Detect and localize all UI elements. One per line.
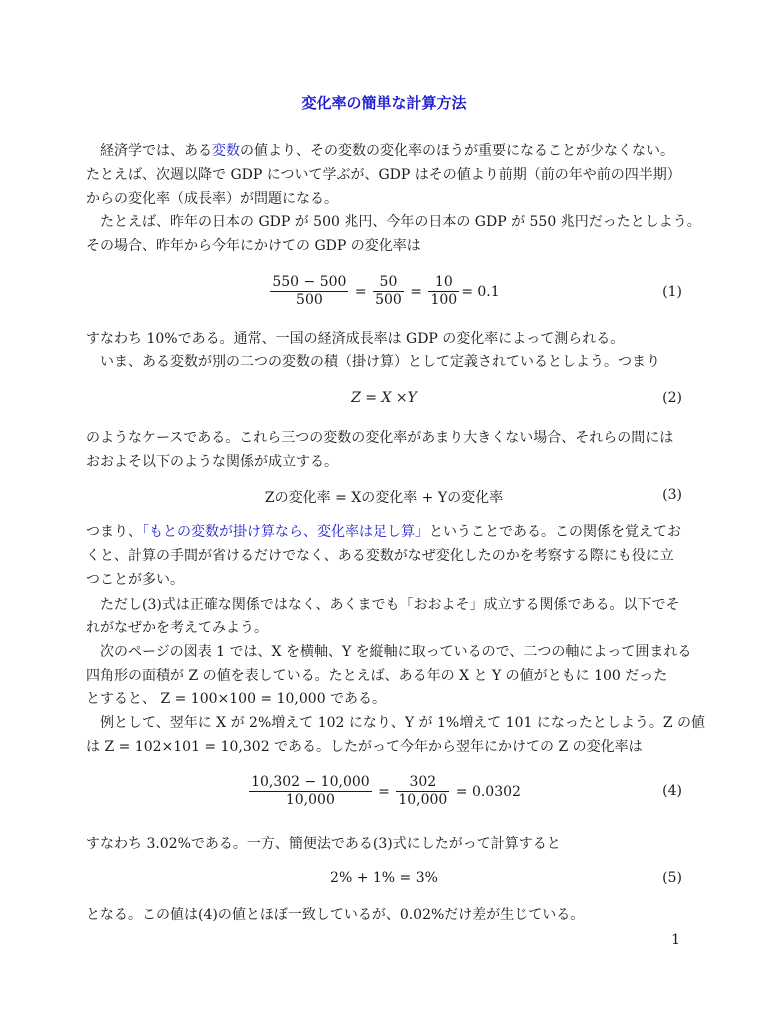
paragraph-line: つことが多い。 xyxy=(86,572,184,588)
numerator: 302 xyxy=(396,774,449,792)
highlight-phrase: 「もとの変数が掛け算なら、変化率は足し算」 xyxy=(142,524,429,540)
paragraph-line: すなわち 3.02%である。一方、簡便法である(3)式にしたがって計算すると xyxy=(86,836,561,852)
page-title: 変化率の簡単な計算方法 xyxy=(301,94,467,112)
paragraph-line: のようなケースである。これら三つの変数の変化率があまり大きくない場合、それらの間には xyxy=(86,430,674,446)
paragraph-line: すなわち 10%である。通常、一国の経済成長率は GDP の変化率によって測られる。 xyxy=(86,331,625,347)
numerator: 50 xyxy=(373,274,404,292)
paragraph-line: おおよそ以下のような関係が成立する。 xyxy=(86,454,338,470)
paragraph-line xyxy=(100,141,674,161)
paragraph-line: れがなぜかを考えてみよう。 xyxy=(86,620,268,636)
paragraph-line: は Z = 102×101 = 10,302 である。したがって今年から翌年にかけての Z の変化率は xyxy=(86,739,643,755)
paragraph-line: からの変化率（成長率）が問題になる。 xyxy=(86,191,338,207)
denominator: 500 xyxy=(375,292,402,308)
equation-label: (4) xyxy=(662,783,682,799)
paragraph-line: くと、計算の手間が省けるだけでなく、ある変数がなぜ変化したのかを考察する際にも役に立 xyxy=(86,548,674,564)
denominator: 10,000 xyxy=(285,792,335,808)
paragraph-line: 次のページの図表 1 では、X を横軸、Y を縦軸に取っているので、二つの軸によって囲まれる xyxy=(100,644,692,660)
equation-result: = 0.0302 xyxy=(455,783,521,800)
paragraph-line: その場合、昨年から今年にかけての GDP の変化率は xyxy=(86,238,421,254)
page-number: 1 xyxy=(671,932,680,948)
fraction xyxy=(249,774,372,809)
paragraph-line: たとえば、昨年の日本の GDP が 500 兆円、今年の日本の GDP が 550 兆円だったとしよう。 xyxy=(100,214,701,230)
paragraph-line: ただし(3)式は正確な関係ではなく、あくまでも「おおよそ」成立する関係である。以下でそ xyxy=(100,597,680,613)
denominator: 10,000 xyxy=(398,792,448,808)
paragraph-line: とすると、 Z = 100×100 = 10,000 である。 xyxy=(86,691,387,707)
text-span: 経済学では、ある xyxy=(100,143,212,159)
fraction xyxy=(396,774,449,809)
equation-1: $\frac{550 - 500}{500}$ = $\frac{50}{500}$ = $\frac{10}{100}$ = 0.1 xyxy=(272,274,500,308)
equation-4: $\frac{10,302 - 10,000}{10,000}$ = $\frac{302}{10,000}$ = 0.0302 xyxy=(251,774,521,808)
paragraph-line: たとえば、次週以降で GDP について学ぶが、GDP はその値より前期（前の年や前の四半期） xyxy=(86,167,681,183)
denominator: 500 xyxy=(296,292,323,308)
equation-2: Z = X ×Y xyxy=(351,390,417,406)
numerator: 10,302 − 10,000 xyxy=(251,774,370,790)
highlight-term: 変数 xyxy=(212,143,240,159)
numerator: 550 − 500 xyxy=(272,274,347,290)
equation-label: (2) xyxy=(662,390,682,406)
equation-label: (1) xyxy=(662,284,682,300)
paragraph-line: 四角形の面積が Z の値を表している。たとえば、ある年の X と Y の値がともに 100 だった xyxy=(86,668,668,684)
fraction xyxy=(373,274,404,309)
fraction xyxy=(428,274,459,309)
equation-label: (3) xyxy=(662,487,682,503)
equation-label: (5) xyxy=(662,870,682,886)
paragraph-line: いま、ある変数が別の二つの変数の積（掛け算）として定義されているとしよう。つまり xyxy=(100,354,660,370)
fraction xyxy=(270,274,348,309)
equation-5: 2% + 1% = 3% xyxy=(330,870,438,886)
denominator: 100 xyxy=(430,292,458,308)
text-span: つまり、 xyxy=(86,524,142,540)
paragraph-line: 例として、翌年に X が 2%増えて 102 になり、Y が 1%増えて 101 になったとしよう。Z の値 xyxy=(100,715,706,731)
paragraph-line: となる。この値は(4)の値とほぼ一致しているが、0.02%だけ差が生じている。 xyxy=(86,907,585,923)
paragraph-line xyxy=(86,522,681,542)
equation-3: Zの変化率 = Xの変化率 + Yの変化率 xyxy=(264,490,504,506)
text-span: ということである。この関係を覚えてお xyxy=(429,524,681,540)
equation-result: = 0.1 xyxy=(461,283,500,300)
text-span: の値より、その変数の変化率のほうが重要になることが少なくない。 xyxy=(240,143,674,159)
numerator: 10 xyxy=(428,274,459,292)
